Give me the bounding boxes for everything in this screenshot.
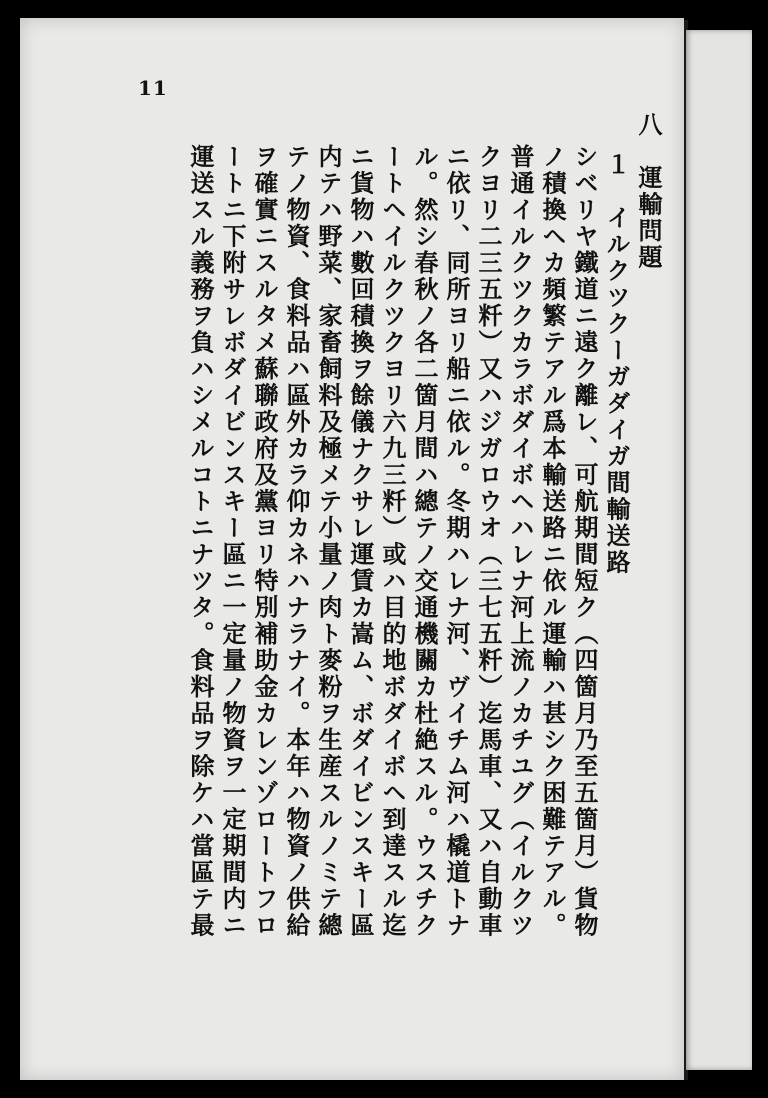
page-number: 11 (138, 76, 168, 100)
chapter-heading: 八 運輸問題 (634, 112, 663, 271)
section-heading: １ イルクツクーガダイガ間輸送路 (602, 152, 631, 576)
text-column: テノ物資、食料品ハ區外カラ仰カネハナラナイ。本年ハ物資ノ供給 (282, 144, 311, 939)
text-column: 普通イルクツクカラボダイボヘハレナ河上流ノカチユグ（イルクツ (506, 144, 535, 939)
text-column: ニ依リ、同所ヨリ船ニ依ル。冬期ハレナ河、ヴイチム河ハ橇道トナ (442, 144, 471, 939)
text-column: クヨリ二三五粁）又ハジガロウオ（三七五粁）迄馬車、又ハ自動車 (474, 144, 503, 939)
text-column: 運送スル義務ヲ負ハシメルコトニナツタ。食料品ヲ除ケハ當區テ最 (186, 144, 215, 939)
text-column: 内テハ野菜、家畜飼料及極メテ小量ノ肉ト麥粉ヲ生産スルノミテ總 (314, 144, 343, 939)
text-column: ヲ確實ニスルタメ蘇聯政府及黨ヨリ特別補助金カレンゾロートフロ (250, 144, 279, 939)
text-column: ートニ下附サレボダイビンスキー區ニ一定量ノ物資ヲ一定期間内ニ (218, 144, 247, 939)
vertical-text-block (112, 108, 664, 1058)
facing-page-edge (686, 30, 752, 1070)
text-column: ル。然シ春秋ノ各二箇月間ハ總テノ交通機關カ杜絶スル。ウスチク (410, 144, 439, 939)
text-column: シベリヤ鐵道ニ遠ク離レ、可航期間短ク（四箇月乃至五箇月）貨物 (570, 144, 599, 939)
text-column: ニ貨物ハ數回積換ヲ餘儀ナクサレ運賃カ嵩ム、ボダイビンスキー區 (346, 144, 375, 939)
text-column: ートヘイルクツクヨリ六九三粁）或ハ目的地ボダイボヘ到達スル迄 (378, 144, 407, 939)
text-column: ノ積換ヘカ頻繁テアル爲本輸送路ニ依ル運輸ハ甚シク困難テアル。 (538, 144, 567, 939)
